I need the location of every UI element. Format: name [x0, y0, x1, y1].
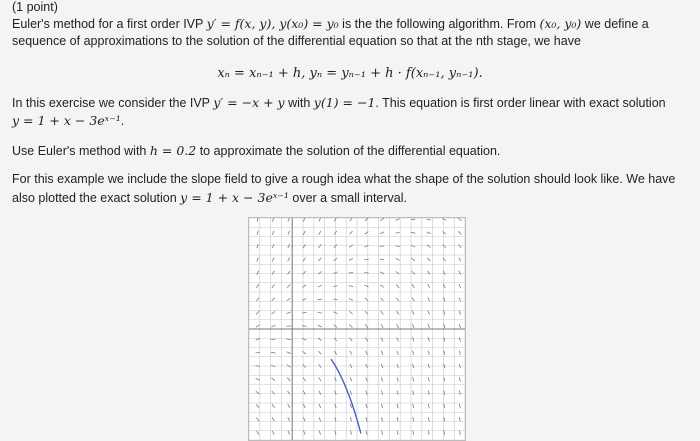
slope-segment [288, 404, 290, 408]
slope-segment [318, 351, 321, 354]
slope-segment [349, 245, 353, 248]
slope-segment [427, 258, 430, 261]
slope-segment [427, 219, 431, 220]
slope-segment [256, 325, 260, 328]
slope-segment [366, 417, 367, 421]
slope-segment [272, 431, 274, 435]
slope-segment [444, 417, 445, 421]
slope-segment [397, 417, 398, 421]
step-size: h = 0.2 [149, 143, 197, 158]
slope-segment [444, 430, 445, 434]
slope-segment [303, 417, 305, 421]
slope-segment [319, 404, 321, 408]
slope-segment [365, 324, 368, 328]
slope-segment [412, 351, 413, 355]
slope-segment [319, 417, 321, 421]
slope-segment [257, 431, 259, 435]
slope-segment [303, 378, 306, 382]
slope-segment [458, 218, 461, 221]
slope-segment [459, 311, 460, 315]
slope-segment [411, 219, 415, 220]
intro-text-b: is the the following algorithm. From [338, 17, 540, 31]
slope-segment [413, 377, 414, 381]
slope-segment [256, 311, 259, 314]
slope-segment [350, 351, 352, 355]
slope-segment [381, 351, 383, 355]
slope-segment [303, 258, 306, 262]
slope-segment [271, 378, 274, 381]
slope-segment [381, 391, 382, 395]
slope-note-line-1: For this example we include the slope field to give a rough idea what the shape of the solution should look like. We have [12, 172, 676, 186]
slope-segment [459, 258, 461, 262]
slope-segment [366, 351, 368, 355]
slope-segment [272, 231, 274, 235]
slope-segment [428, 297, 430, 301]
slope-segment [397, 404, 398, 408]
slope-segment [318, 258, 321, 261]
slope-segment [255, 352, 259, 353]
slope-segment [257, 244, 259, 248]
slope-segment [396, 284, 399, 287]
slope-segment [256, 298, 259, 302]
slope-segment [318, 312, 322, 313]
slope-segment [349, 298, 353, 300]
slope-segment [444, 337, 445, 341]
slope-segment [380, 232, 384, 234]
slope-segment [397, 324, 399, 328]
slope-segment [366, 377, 368, 381]
slope-segment [428, 404, 429, 408]
slope-segment [318, 299, 322, 300]
slope-segment [349, 324, 352, 327]
exercise-line-2-end: . [120, 114, 125, 128]
exercise-initial: y(1) = −1 [313, 95, 376, 110]
slope-segment [443, 311, 445, 315]
slope-segment [287, 271, 290, 275]
slope-segment [428, 311, 430, 315]
slope-segment [303, 231, 305, 235]
slope-segment [428, 324, 430, 328]
exercise-text-b: with [284, 96, 314, 110]
intro-text-c: we define a [581, 17, 649, 31]
slope-segment [427, 232, 431, 234]
intro-line-1 [12, 16, 649, 31]
slope-segment [349, 286, 353, 287]
slope-segment [287, 284, 290, 287]
slope-segment [428, 430, 429, 434]
slope-segment [318, 325, 322, 327]
slope-segment [350, 417, 351, 421]
slope-segment [443, 231, 446, 234]
slope-segment [350, 391, 352, 395]
slope-segment [412, 324, 414, 328]
slope-segment [257, 271, 259, 275]
slope-segment [397, 430, 398, 434]
slope-segment [444, 364, 445, 368]
slope-segment [288, 258, 290, 262]
exact-solution: y = 1 + x − 3eˣ⁻¹ [12, 113, 121, 128]
slope-segment [442, 219, 446, 221]
slope-segment [459, 337, 460, 341]
intro-text-a: Euler's method for a first order IVP [12, 17, 207, 31]
slope-segment [459, 404, 460, 408]
slope-segment [412, 311, 414, 315]
instruction-text-b: to approximate the solution of the differential equation. [196, 144, 501, 158]
slope-field-svg [249, 218, 465, 440]
slope-note-text-a: also plotted the exact solution [12, 191, 181, 205]
slope-segment [256, 417, 259, 421]
instruction-text-a: Use Euler's method with [12, 144, 150, 158]
slope-segment [287, 298, 291, 301]
slope-segment [397, 337, 399, 341]
slope-segment [380, 285, 383, 288]
slope-segment [459, 297, 461, 301]
slope-segment [319, 244, 322, 248]
ivp-formula: y′ = f(x, y), y(x₀) = y₀ [206, 16, 339, 31]
slope-segment [459, 417, 460, 421]
slope-segment [366, 430, 367, 434]
slope-segment [303, 404, 305, 408]
slope-segment [366, 391, 367, 395]
slope-segment [428, 377, 429, 381]
slope-segment [288, 231, 290, 235]
slope-segment [459, 271, 461, 275]
slope-segment [272, 244, 274, 248]
slope-segment [288, 431, 290, 435]
slope-segment [444, 390, 445, 394]
slope-segment [350, 430, 351, 434]
slope-segment [287, 378, 290, 381]
slope-segment [287, 326, 291, 327]
slope-segment [272, 417, 274, 421]
exercise-line-2 [12, 113, 124, 128]
slope-segment [444, 324, 445, 328]
slope-segment [319, 218, 321, 221]
slope-segment [366, 404, 367, 408]
exercise-text-a: In this exercise we consider the IVP [12, 96, 214, 110]
slope-segment [257, 218, 258, 222]
slope-segment [380, 259, 384, 260]
slope-segment [444, 377, 445, 381]
slope-segment [459, 351, 460, 355]
slope-segment [256, 404, 259, 407]
slope-segment [396, 298, 399, 302]
slope-note-solution: y = 1 + x − 3eˣ⁻¹ [180, 190, 289, 205]
slope-segment [350, 404, 351, 408]
slope-segment [413, 430, 414, 434]
slope-segment [413, 417, 414, 421]
exercise-line-1 [12, 95, 666, 110]
slope-segment [411, 232, 415, 233]
slope-segment [257, 284, 259, 288]
slope-segment [459, 390, 460, 394]
slope-segment [272, 257, 274, 261]
slope-segment [271, 325, 275, 327]
slope-segment [271, 339, 275, 340]
exercise-ivp: y′ = −x + y [213, 95, 285, 110]
slope-segment [395, 233, 399, 234]
slope-segment [381, 404, 382, 408]
exercise-text-c: . This equation is first order linear with exact solution [375, 96, 666, 110]
initial-point: (x₀, y₀) [539, 16, 582, 31]
euler-formula: xₙ = xₙ₋₁ + h, yₙ = yₙ₋₁ + h · f(xₙ₋₁, yₙ₋₁). [217, 66, 483, 81]
slope-segment [397, 351, 399, 355]
slope-segment [272, 271, 274, 275]
slope-segment [287, 312, 291, 314]
slope-segment [287, 339, 291, 340]
slope-segment [319, 377, 321, 381]
slope-segment [459, 244, 462, 248]
slope-segment [397, 377, 398, 381]
slope-segment [427, 271, 430, 275]
slope-segment [381, 324, 383, 328]
slope-segment [349, 272, 353, 273]
slope-segment [459, 284, 461, 288]
slope-segment [396, 258, 400, 260]
slope-segment [303, 244, 305, 248]
slope-segment [459, 430, 460, 434]
slope-segment [459, 364, 460, 368]
slope-segment [319, 431, 320, 435]
slope-segment [412, 337, 414, 341]
slope-segment [397, 391, 398, 395]
slope-segment [381, 311, 384, 315]
slope-segment [411, 258, 414, 261]
slope-segment [287, 352, 291, 354]
slope-segment [412, 284, 415, 288]
slope-segment [333, 286, 337, 287]
slope-segment [304, 431, 306, 435]
slope-segment [380, 218, 384, 221]
slope-segment [428, 284, 430, 288]
slope-segment [272, 218, 273, 222]
slope-segment [256, 378, 260, 380]
slope-segment [381, 377, 382, 381]
slope-segment [288, 244, 290, 248]
slope-segment [349, 311, 352, 314]
slope-segment [349, 259, 353, 261]
instruction-line [12, 143, 500, 158]
slope-segment [444, 351, 445, 355]
slope-segment [256, 338, 260, 340]
intro-line-2: sequence of approximations to the solution of the differential equation so that at the nth stage, we have [12, 34, 581, 48]
slope-segment [458, 231, 461, 234]
slope-segment [350, 218, 353, 221]
slope-segment [413, 404, 414, 408]
slope-segment [444, 404, 445, 408]
slope-segment [412, 271, 415, 274]
slope-segment [303, 218, 305, 221]
slope-segment [271, 311, 275, 314]
slope-segment [257, 257, 259, 261]
slope-segment [288, 218, 290, 222]
slope-segment [396, 219, 400, 221]
points-label: (1 point) [12, 0, 58, 14]
slope-segment [428, 417, 429, 421]
slope-segment [288, 417, 290, 421]
slope-segment [428, 351, 429, 355]
slope-segment [459, 324, 460, 328]
slope-segment [428, 391, 429, 395]
slope-field-plot [248, 217, 466, 441]
slope-segment [382, 417, 383, 421]
slope-segment [272, 404, 275, 408]
slope-segment [427, 245, 430, 248]
slope-segment [318, 285, 322, 287]
slope-segment [349, 231, 352, 234]
slope-segment [257, 231, 258, 235]
slope-segment [272, 298, 275, 301]
slope-note-text-b: over a small interval. [288, 191, 408, 205]
slope-note-line-2 [12, 190, 407, 205]
slope-segment [272, 284, 275, 288]
slope-segment [382, 430, 383, 434]
slope-segment [271, 352, 275, 353]
slope-segment [333, 299, 337, 300]
slope-segment [396, 311, 398, 315]
slope-segment [459, 377, 460, 381]
slope-segment [413, 391, 414, 395]
slope-segment [319, 231, 321, 235]
slope-segment [412, 298, 414, 302]
slope-segment [350, 377, 352, 381]
slope-segment [381, 298, 384, 301]
slope-segment [428, 337, 429, 341]
